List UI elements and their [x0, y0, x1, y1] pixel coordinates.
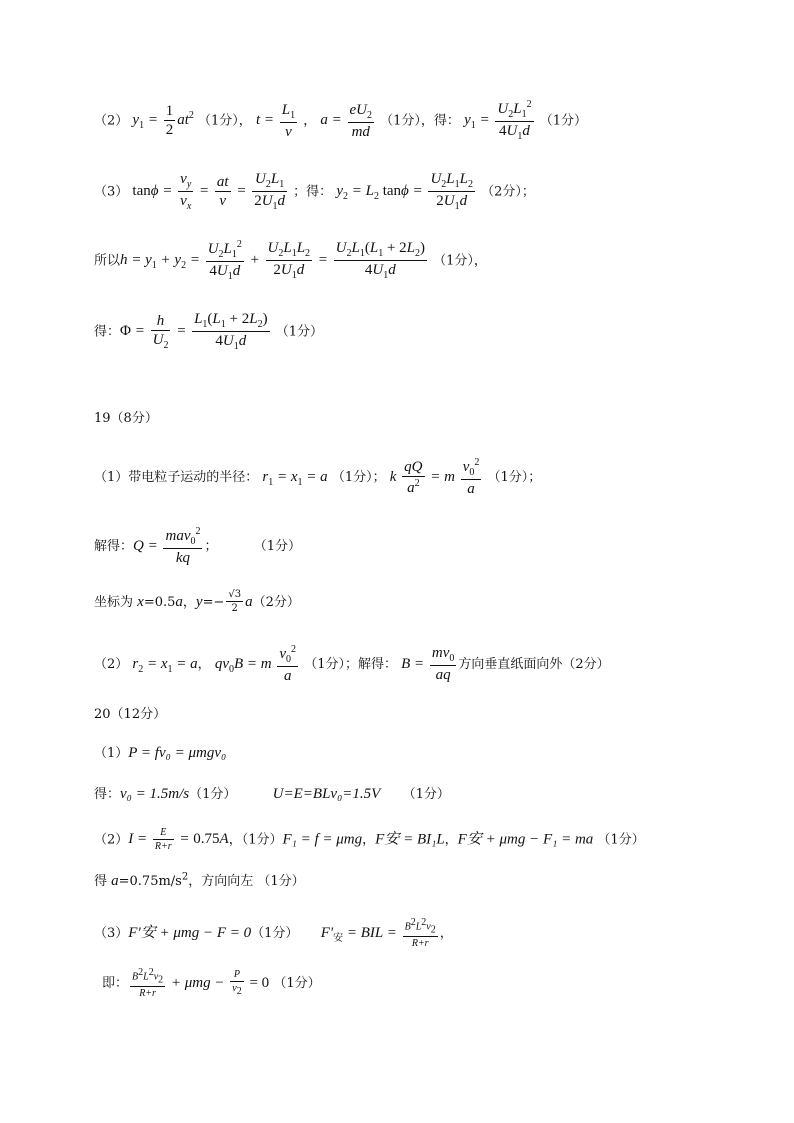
solution-20-v0	[94, 787, 450, 802]
formula-lorentz: $qv_0B = m$ $\frac{v_0^2}{a}$	[214, 644, 297, 684]
formula-Q: Q = $\frac{mav_0^2}{kq}$	[133, 526, 201, 566]
score-note: （1分）	[402, 787, 450, 802]
separator: ；	[204, 538, 218, 554]
score-note: （1分）；解得：	[304, 656, 397, 672]
solution-18-part2	[94, 100, 587, 142]
score-note: （1分），	[198, 113, 252, 129]
text-segment: 解得：	[94, 538, 134, 554]
solution-18-part3	[94, 172, 535, 212]
separator: ，	[439, 926, 453, 942]
text-segment: 所以	[94, 253, 121, 269]
separator: ，	[444, 832, 458, 848]
formula-h: $h = y_1 + y_2$ = $\frac{U_2L_1^2}{4U_1d}$ + $\frac{U_2L_1L_2}{2U_1d}$ = $\frac{U_2L_1(L_1 + 2L_2)}{4U_1d}$	[120, 239, 426, 282]
part-label: （2）	[94, 832, 129, 848]
score-note: （1分）；	[487, 469, 542, 485]
direction-note: 方向垂直纸面向外（2分）	[458, 656, 610, 672]
score-note: （1分）	[253, 538, 302, 554]
formula-current: I = $\frac{E}{R+r}$ = 0.75A	[128, 827, 229, 852]
coordinate-text: 坐标为 x=0.5a，y=− $\frac{√3}{2}$ a（2分）	[94, 589, 300, 614]
acceleration-text: 得 $a=0.75m/s^2$，方向向左 （1分）	[94, 872, 305, 890]
score-note: （1分）；	[331, 469, 386, 485]
solution-19-part1	[94, 458, 541, 497]
score-note: （2分）；	[481, 184, 535, 200]
solution-19-part2	[94, 645, 610, 684]
formula-newton: F安 + μmg − F₁ = ma	[457, 831, 594, 848]
part-label: （3）	[94, 926, 129, 942]
score-note: （1分）	[251, 926, 299, 942]
formula-friction: F₁ = f = μmg	[282, 831, 363, 848]
solution-20-part2	[94, 828, 645, 852]
solution-19-Q	[94, 527, 301, 566]
part-label: （2）	[94, 113, 129, 129]
formula-phi: Φ = $\frac{h}{U_2}$ = $\frac{L_1(L_1 + 2L_2)}{4U_1d}$	[120, 311, 268, 352]
formula-a: a = $\frac{eU_2}{md}$	[320, 101, 373, 140]
score-note: （1分），	[433, 253, 487, 269]
part-label: （1）	[94, 746, 129, 761]
solution-20-part3	[94, 918, 453, 949]
formula-tan-phi: tanϕ = $\frac{v_y}{v_x}$ = $\frac{at}{v}$ = $\frac{U_2L_1}{2U_1d}$	[132, 171, 286, 212]
score-note: （1分），得：	[380, 113, 460, 129]
separator: ，	[303, 113, 317, 129]
question-20-heading: 20（12分）	[94, 707, 167, 722]
text-segment: 得：	[94, 787, 121, 802]
formula-emf: U=E=BLv₀=1.5V	[272, 786, 381, 802]
solution-20-acceleration	[94, 873, 305, 889]
formula-force-prime: $F'_安$ = BIL = $\frac{B^2L^2v_2}{R+r}$	[320, 917, 436, 950]
formula-power: P = fv₀ = μmgv₀	[128, 745, 227, 761]
text-segment: 得：	[94, 324, 121, 340]
solution-20-part1	[94, 746, 226, 761]
formula-r1: $r_1 = x_1 = a$	[262, 468, 328, 488]
score-note: （1分）	[597, 832, 645, 848]
score-note: （1分）	[539, 113, 587, 129]
solution-19-coordinates	[94, 590, 300, 614]
separator: ，	[197, 656, 211, 672]
formula-balance: F′安 + μmg − F = 0	[128, 925, 252, 942]
formula-ampere-force: F安 = BI₁L	[375, 831, 445, 848]
text-segment: 即：	[102, 976, 129, 992]
formula-y2: $y_2 = L_2$ tanϕ = $\frac{U_2L_1L_2}{2U_1d}$	[336, 171, 473, 212]
formula-B: B = $\frac{mv_0}{aq}$	[401, 645, 455, 683]
solution-18-sum	[94, 240, 487, 282]
part-label: （3）	[94, 184, 129, 200]
formula-r2: $r_2 = x_1 = a$	[132, 655, 198, 675]
question-19-heading: 19（8分）	[94, 411, 158, 426]
score-note: （1分）	[273, 976, 321, 992]
part-label: （2）	[94, 656, 129, 672]
score-note: ，（1分）	[228, 832, 283, 848]
text-segment: ；得：	[293, 184, 333, 200]
score-note: （1分）	[189, 787, 237, 802]
formula-final: $\frac{B^2L^2v_2}{R+r}$ + μmg − $\frac{P}{v_2}$ = 0	[132, 967, 270, 1000]
score-note: （1分）	[275, 324, 323, 340]
formula-y1: $y_1$ = $\frac{1}{2}$ $at^2$	[132, 103, 194, 138]
formula-t: t = $\frac{L_1}{v}$	[255, 101, 296, 140]
separator: ，	[362, 832, 376, 848]
formula-coulomb: k $\frac{qQ}{a^2}$ = m $\frac{v_0^2}{a}$	[389, 457, 480, 497]
formula-y1-result: $y_1$ = $\frac{U_2L_1^2}{4U_1d}$	[464, 99, 532, 142]
formula-v0: v₀ = 1.5m/s	[120, 786, 190, 802]
part-label: （1）带电粒子运动的半径：	[94, 469, 259, 485]
solution-20-final	[102, 968, 321, 999]
solution-18-result	[94, 312, 323, 352]
